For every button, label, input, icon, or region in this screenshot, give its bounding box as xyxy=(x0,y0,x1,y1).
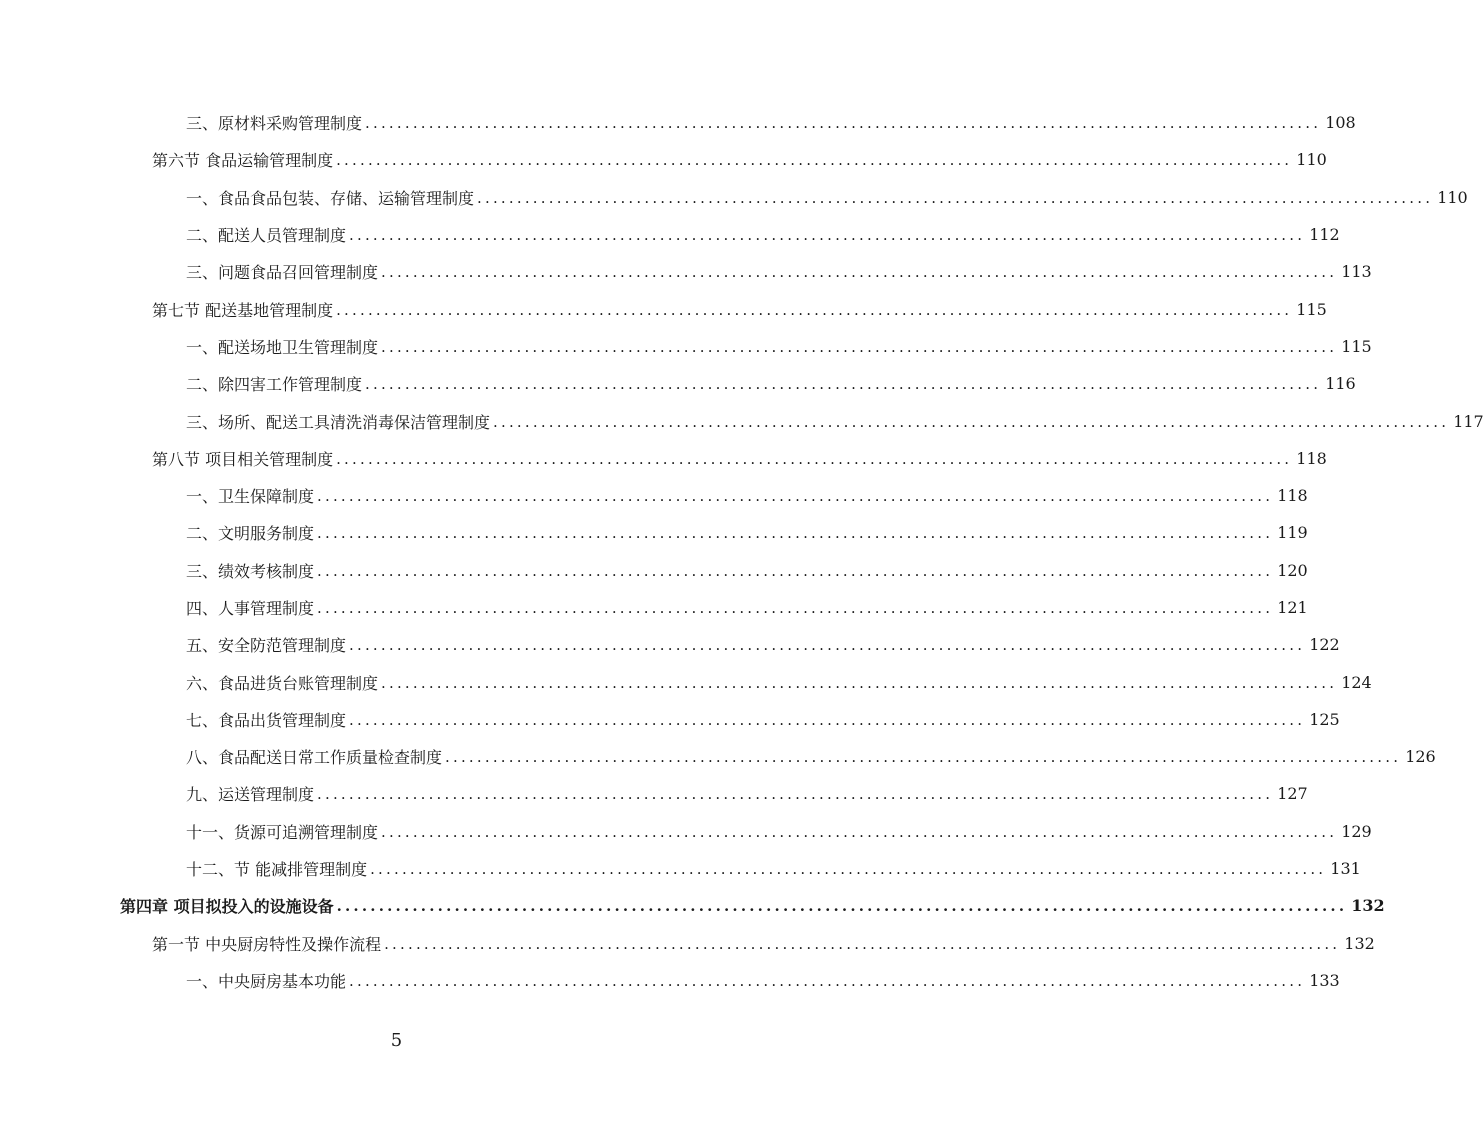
toc-entry-label: 一、卫生保障制度 xyxy=(186,487,315,507)
toc-entry-page: 116 xyxy=(1325,374,1356,394)
toc-entry[interactable] xyxy=(0,663,1372,700)
toc-entry-page: 113 xyxy=(1341,262,1372,282)
toc-leader-dots: ........................................................................................................................ xyxy=(336,897,1348,916)
toc-leader-dots: ........................................................................................................................ xyxy=(381,673,1338,692)
toc-entry-label: 二、配送人员管理制度 xyxy=(186,226,347,246)
toc-entry-label: 八、食品配送日常工作质量检查制度 xyxy=(186,748,443,768)
toc-leader-dots: ........................................................................................................................ xyxy=(381,337,1338,356)
toc-entry[interactable] xyxy=(0,887,1385,924)
toc-entry-page: 115 xyxy=(1296,299,1327,319)
toc-leader-dots: ........................................................................................................................ xyxy=(370,860,1327,879)
toc-leader-dots: ........................................................................................................................ xyxy=(349,636,1306,655)
toc-entry-page: 124 xyxy=(1341,672,1372,692)
toc-entry-label: 五、安全防范管理制度 xyxy=(186,636,347,656)
toc-entry-label: 一、食品食品包装、存储、运输管理制度 xyxy=(186,188,475,208)
toc-entry-label: 第六节 食品运输管理制度 xyxy=(152,151,334,171)
toc-entry-label: 第四章 项目拟投入的设施设备 xyxy=(120,897,334,917)
toc-entry-page: 110 xyxy=(1437,187,1468,207)
toc-entry-label: 二、除四害工作管理制度 xyxy=(186,375,363,395)
toc-entry-label: 三、场所、配送工具清洗消毒保洁管理制度 xyxy=(186,412,491,432)
toc-entry-page: 133 xyxy=(1309,970,1340,990)
toc-leader-dots: ........................................................................................................................ xyxy=(317,487,1274,506)
toc-leader-dots: ........................................................................................................................ xyxy=(477,188,1434,207)
toc-entry-label: 一、配送场地卫生管理制度 xyxy=(186,337,379,357)
toc-entry-label: 四、人事管理制度 xyxy=(186,599,315,618)
toc-leader-dots: ........................................................................................................................ xyxy=(336,151,1293,170)
toc-entry[interactable] xyxy=(0,328,1372,365)
toc-entry[interactable] xyxy=(0,962,1340,999)
toc-entry[interactable] xyxy=(0,365,1356,402)
toc-entry-label: 二、文明服务制度 xyxy=(186,524,315,544)
toc-entry[interactable] xyxy=(0,216,1340,253)
toc-entry-page: 126 xyxy=(1405,747,1436,767)
toc-leader-dots: ........................................................................................................................ xyxy=(336,449,1293,468)
toc-entry[interactable] xyxy=(0,104,1356,141)
toc-leader-dots: ........................................................................................................................ xyxy=(493,412,1450,431)
toc-leader-dots: ........................................................................................................................ xyxy=(317,785,1274,804)
toc-entry[interactable] xyxy=(0,402,1484,439)
toc-entry-page: 110 xyxy=(1296,150,1327,170)
toc-entry-label: 七、食品出货管理制度 xyxy=(186,710,347,730)
toc-entry-label: 第一节 中央厨房特性及操作流程 xyxy=(152,934,382,954)
toc-entry-page: 129 xyxy=(1341,821,1372,841)
toc-entry-page: 131 xyxy=(1330,859,1361,879)
toc-entry-page: 121 xyxy=(1277,598,1308,617)
toc-entry-label: 三、问题食品召回管理制度 xyxy=(186,263,379,283)
toc-entry-page: 118 xyxy=(1296,448,1327,468)
toc-entry-label: 第八节 项目相关管理制度 xyxy=(152,449,334,469)
toc-leader-dots: ........................................................................................................................ xyxy=(349,226,1306,245)
toc-leader-dots: ........................................................................................................................ xyxy=(365,114,1322,133)
toc-entry-page: 118 xyxy=(1277,486,1308,506)
toc-leader-dots: ........................................................................................................................ xyxy=(381,822,1338,841)
toc-entry[interactable] xyxy=(0,253,1372,290)
toc-entry[interactable] xyxy=(0,626,1340,663)
toc-entry-page: 132 xyxy=(1344,933,1375,953)
toc-entry-label: 一、中央厨房基本功能 xyxy=(186,971,347,991)
toc-entry[interactable] xyxy=(0,552,1308,589)
toc-entry-label: 六、食品进货台账管理制度 xyxy=(186,673,379,693)
toc-entry-label: 十二、节 能减排管理制度 xyxy=(186,860,368,880)
toc-entry[interactable] xyxy=(0,141,1327,178)
toc-entry[interactable] xyxy=(0,813,1372,850)
toc-leader-dots: ........................................................................................................................ xyxy=(317,599,1274,617)
toc-leader-dots: ........................................................................................................................ xyxy=(365,375,1322,394)
toc-entry-page: 127 xyxy=(1277,784,1308,804)
toc-entry-label: 十一、货源可追溯管理制度 xyxy=(186,822,379,842)
toc-entry-label: 九、运送管理制度 xyxy=(186,785,315,805)
toc-leader-dots: ........................................................................................................................ xyxy=(445,748,1402,767)
toc-leader-dots: ........................................................................................................................ xyxy=(336,300,1293,319)
toc-entry[interactable] xyxy=(0,701,1340,738)
toc-entry[interactable] xyxy=(0,775,1308,812)
toc-entry[interactable] xyxy=(0,477,1308,514)
toc-entry-page: 122 xyxy=(1309,635,1340,655)
toc-leader-dots: ........................................................................................................................ xyxy=(384,934,1341,953)
toc-entry[interactable] xyxy=(0,589,1308,626)
toc-entry[interactable] xyxy=(0,179,1468,216)
toc-entry-label: 三、绩效考核制度 xyxy=(186,561,315,581)
toc-entry[interactable] xyxy=(0,850,1361,887)
toc-leader-dots: ........................................................................................................................ xyxy=(317,524,1274,543)
toc-entry-page: 120 xyxy=(1277,560,1308,580)
toc-entry[interactable] xyxy=(0,514,1308,551)
toc-entry-page: 119 xyxy=(1277,523,1308,543)
toc-entry-page: 132 xyxy=(1351,896,1385,916)
toc-entry-page: 108 xyxy=(1325,113,1356,133)
toc-entry-page: 117 xyxy=(1453,411,1484,431)
toc-entry-label: 三、原材料采购管理制度 xyxy=(186,114,363,134)
toc-entry-page: 125 xyxy=(1309,709,1340,729)
toc-leader-dots: ........................................................................................................................ xyxy=(349,971,1306,990)
toc-entry[interactable] xyxy=(0,290,1327,327)
table-of-contents xyxy=(0,104,1484,999)
toc-entry[interactable] xyxy=(0,925,1375,962)
toc-leader-dots: ........................................................................................................................ xyxy=(381,263,1338,282)
toc-leader-dots: ........................................................................................................................ xyxy=(349,710,1306,729)
page-number: 5 xyxy=(390,1030,403,1051)
toc-entry[interactable] xyxy=(0,738,1436,775)
toc-leader-dots: ........................................................................................................................ xyxy=(317,561,1274,580)
toc-entry-page: 112 xyxy=(1309,225,1340,245)
toc-entry-page: 115 xyxy=(1341,336,1372,356)
toc-entry-label: 第七节 配送基地管理制度 xyxy=(152,300,334,320)
toc-entry[interactable] xyxy=(0,440,1327,477)
